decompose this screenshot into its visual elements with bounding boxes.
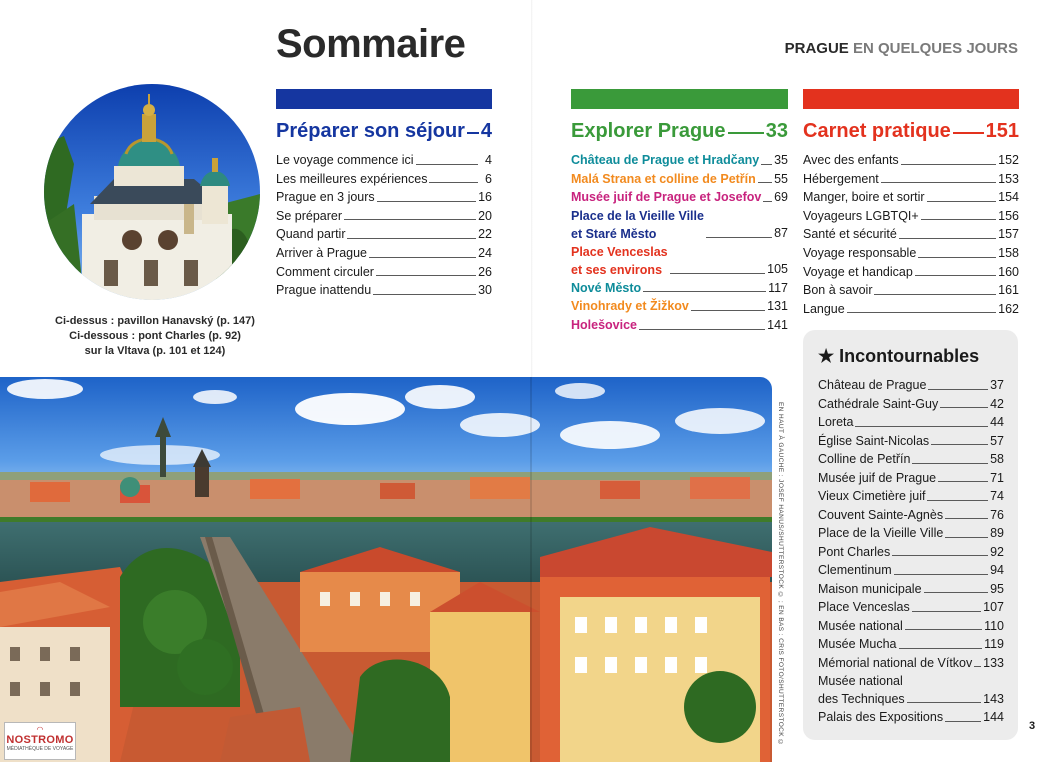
toc-entry[interactable]	[276, 170, 492, 189]
toc-page: 37	[990, 378, 1004, 392]
pavilion-photo	[44, 84, 260, 300]
toc-entry[interactable]	[803, 151, 1019, 170]
section-explorer	[571, 120, 788, 335]
toc-label: Bon à savoir	[803, 283, 873, 298]
toc-page: 153	[998, 171, 1019, 186]
toc-page: 95	[990, 581, 1004, 596]
toc-entry[interactable]	[276, 244, 492, 263]
toc-page: 30	[478, 283, 492, 298]
toc-entry[interactable]	[803, 281, 1019, 300]
leader-dots	[706, 237, 772, 238]
toc-label: Se préparer	[276, 208, 343, 223]
toc-page: 157	[998, 227, 1019, 242]
toc-entry[interactable]	[571, 279, 788, 298]
toc-label: Cathédrale Saint-Guy	[818, 396, 939, 411]
logo-word: NOSTROMO	[6, 734, 74, 746]
toc-label: Prague en 3 jours	[276, 190, 375, 205]
leader-dots	[938, 481, 988, 482]
toc-label: Voyage responsable	[803, 245, 917, 260]
toc-page: 26	[478, 264, 492, 279]
leader-dots	[945, 721, 981, 722]
toc-page: 92	[990, 544, 1004, 559]
toc-entry[interactable]	[818, 672, 1004, 708]
toc-label-line-2: et ses environs	[571, 262, 663, 277]
leader-dots	[912, 611, 981, 612]
caption-line-3: sur la Vltava (p. 101 et 124)	[84, 345, 226, 357]
toc-entry[interactable]	[571, 243, 788, 279]
toc-label: Avec des enfants	[803, 153, 899, 167]
toc-entry[interactable]	[803, 225, 1019, 244]
toc-label	[571, 207, 704, 243]
toc-page: 144	[983, 710, 1004, 724]
toc-entry[interactable]	[818, 708, 1004, 727]
incontournables-title: Incontournables	[839, 346, 980, 366]
toc-page: 89	[990, 526, 1004, 540]
toc-entry[interactable]	[276, 281, 492, 300]
toc-label: Santé et sécurité	[803, 227, 897, 242]
toc-page: 74	[990, 489, 1004, 503]
toc-label: Clementinum	[818, 563, 892, 577]
toc-label: Vinohrady et Žižkov	[571, 299, 689, 314]
toc-page: 44	[990, 415, 1004, 429]
toc-entry[interactable]	[571, 297, 788, 316]
toc-page: 57	[990, 433, 1004, 448]
toc-label	[818, 672, 905, 708]
leader-dots	[429, 182, 478, 183]
toc-entry[interactable]	[818, 469, 1004, 488]
toc-page: 160	[998, 264, 1019, 279]
toc-entry[interactable]	[571, 151, 788, 170]
star-icon: ★	[818, 346, 835, 366]
toc-entry[interactable]	[818, 543, 1004, 562]
incontournables-box	[803, 330, 1018, 740]
toc-page: 107	[983, 600, 1004, 614]
section-page: 151	[985, 120, 1019, 142]
photo-credit: EN HAUT À GAUCHE : JOSEF HANUS/SHUTTERSTOCK © ; EN BAS : CRIS FOTO/SHUTTERSTOCK ©	[777, 402, 784, 747]
toc-label: Quand partir	[276, 227, 346, 242]
section-heading[interactable]	[803, 120, 1019, 143]
toc-entry[interactable]	[818, 395, 1004, 414]
leader-dots	[905, 629, 982, 630]
toc-entry[interactable]	[818, 598, 1004, 617]
leader-dots	[347, 238, 476, 239]
leader-dots	[945, 518, 988, 519]
running-head	[785, 40, 1018, 57]
section-page: 33	[765, 120, 788, 142]
toc-entry[interactable]	[276, 263, 492, 282]
toc-label: Prague inattendu	[276, 283, 372, 298]
toc-page: 4	[485, 153, 492, 167]
toc-page: 161	[998, 283, 1019, 298]
leader-dots	[924, 592, 989, 593]
leader-dots	[416, 164, 478, 165]
toc-label-line-1: Place de la Vieille Ville	[571, 208, 704, 223]
toc-page: 87	[774, 226, 788, 241]
toc-entry[interactable]	[818, 561, 1004, 580]
toc-label: Place Venceslas	[818, 600, 910, 614]
leader-dots	[894, 574, 988, 575]
toc-page: 76	[990, 507, 1004, 522]
toc-label: Palais des Expositions	[818, 710, 944, 724]
toc-label: Musée national	[818, 618, 903, 633]
compass-icon: ◠	[36, 725, 44, 734]
toc-label: Malá Strana et colline de Petřín	[571, 171, 756, 186]
toc-label: Musée juif de Prague	[818, 470, 937, 485]
leader-dots	[931, 444, 988, 445]
toc-entry[interactable]	[818, 376, 1004, 395]
toc-entry[interactable]	[571, 188, 788, 207]
leader-dots	[918, 257, 996, 258]
toc-page: 71	[990, 470, 1004, 485]
toc-page: 141	[767, 317, 788, 332]
toc-entry[interactable]	[571, 170, 788, 189]
leader-dots	[927, 201, 997, 202]
toc-page: 105	[767, 262, 788, 277]
leader-dots	[643, 291, 766, 292]
caption-line-2: Ci-dessous : pont Charles (p. 92)	[69, 330, 241, 342]
leader-dots	[899, 238, 996, 239]
leader-dots	[881, 182, 996, 183]
leader-dots	[763, 201, 772, 202]
section-heading[interactable]	[276, 120, 492, 143]
leader-dots	[901, 164, 996, 165]
leader-dots	[874, 294, 996, 295]
prague-panorama-illustration	[0, 377, 772, 762]
toc-label	[571, 243, 668, 279]
section-bar-red	[803, 89, 1019, 109]
section-bar-green	[571, 89, 788, 109]
leader-dots	[912, 463, 988, 464]
toc-label: Les meilleures expériences	[276, 171, 428, 186]
toc-label: Voyage et handicap	[803, 264, 913, 279]
toc-entry[interactable]	[803, 188, 1019, 207]
logo-tagline: MÉDIATHÈQUE DE VOYAGE	[6, 746, 74, 752]
toc-label: Arriver à Prague	[276, 245, 368, 260]
toc-label: Pont Charles	[818, 544, 891, 559]
section-title: Explorer Prague	[571, 120, 726, 142]
leader-dots	[921, 219, 996, 220]
toc-entry[interactable]	[803, 244, 1019, 263]
running-head-light: EN QUELQUES JOURS	[852, 40, 1018, 57]
toc-label-line-2: des Techniques	[818, 692, 905, 706]
leader-dots	[927, 500, 988, 501]
leader-dots	[691, 310, 765, 311]
page-number: 3	[1029, 720, 1036, 732]
page-title: Sommaire	[276, 22, 466, 66]
toc-label: Maison municipale	[818, 581, 922, 596]
toc-page: 154	[998, 190, 1019, 205]
leader-dots	[758, 182, 772, 183]
leader-dots	[855, 426, 988, 427]
toc-label: Musée Mucha	[818, 637, 897, 651]
toc-entry[interactable]	[276, 151, 492, 170]
leader-line	[728, 132, 764, 134]
toc-label: Loreta	[818, 415, 854, 429]
section-preparer	[276, 120, 492, 300]
toc-entry[interactable]	[818, 654, 1004, 673]
toc-entry[interactable]	[818, 450, 1004, 469]
toc-entry[interactable]	[818, 487, 1004, 506]
running-head-strong: PRAGUE	[784, 40, 849, 57]
leader-dots	[892, 555, 988, 556]
toc-page: 22	[478, 227, 492, 242]
toc-label: Nové Město	[571, 280, 642, 295]
leader-dots	[639, 329, 765, 330]
toc-label: Couvent Sainte-Agnès	[818, 507, 944, 522]
toc-label: Voyageurs LGBTQI+	[803, 208, 919, 223]
section-bar-blue	[276, 89, 492, 109]
toc-entry[interactable]	[276, 188, 492, 207]
leader-dots	[945, 537, 988, 538]
toc-page: 42	[990, 396, 1004, 411]
toc-page: 69	[774, 190, 788, 205]
toc-page: 119	[984, 637, 1004, 651]
toc-label: Place de la Vieille Ville	[818, 526, 944, 540]
toc-label: Le voyage commence ici	[276, 153, 414, 167]
section-title: Carnet pratique	[803, 120, 951, 142]
toc-entry[interactable]	[818, 432, 1004, 451]
toc-page: 94	[990, 563, 1004, 577]
toc-label-line-1: Musée national	[818, 674, 903, 688]
toc-page: 152	[998, 153, 1019, 167]
leader-dots	[369, 257, 476, 258]
toc-entry[interactable]	[818, 635, 1004, 654]
leader-dots	[344, 219, 476, 220]
leader-dots	[670, 273, 766, 274]
toc-label: Château de Prague et Hradčany	[571, 153, 760, 167]
toc-page: 143	[983, 691, 1004, 706]
section-carnet	[803, 120, 1019, 318]
toc-label: Colline de Petřín	[818, 452, 911, 466]
leader-dots	[377, 201, 476, 202]
charles-bridge-photo	[0, 377, 772, 762]
toc-label-line-1: Place Venceslas	[571, 244, 668, 259]
toc-page: 117	[768, 280, 788, 295]
leader-dots	[907, 702, 982, 703]
toc-entry[interactable]	[818, 413, 1004, 432]
section-title: Préparer son séjour	[276, 120, 465, 142]
toc-label: Holešovice	[571, 317, 638, 332]
toc-label: Hébergement	[803, 171, 879, 186]
toc-page: 162	[998, 301, 1019, 316]
toc-entry[interactable]	[818, 617, 1004, 636]
leader-dots	[940, 407, 988, 408]
toc-entry[interactable]	[571, 207, 788, 243]
toc-page: 24	[478, 245, 492, 260]
leader-dots	[915, 275, 996, 276]
toc-entry[interactable]	[803, 300, 1019, 319]
toc-entry[interactable]	[803, 263, 1019, 282]
photo-caption	[40, 314, 270, 359]
incontournables-heading	[818, 346, 1004, 367]
leader-dots	[373, 294, 476, 295]
section-page: 4	[480, 120, 492, 142]
leader-dots	[376, 275, 476, 276]
toc-label: Manger, boire et sortir	[803, 190, 925, 205]
toc-label: Musée juif de Prague et Josefov	[571, 190, 762, 205]
toc-page: 55	[774, 171, 788, 186]
toc-label: Château de Prague	[818, 378, 927, 392]
leader-dots	[928, 389, 988, 390]
toc-entry[interactable]	[803, 170, 1019, 189]
caption-line-1: Ci-dessus : pavillon Hanavský (p. 147)	[55, 315, 255, 327]
toc-page: 156	[998, 208, 1019, 223]
toc-label: Vieux Cimetière juif	[818, 489, 926, 503]
toc-label-line-2: et Staré Město	[571, 226, 657, 241]
leader-dots	[761, 164, 772, 165]
toc-page: 6	[485, 171, 492, 186]
toc-entry[interactable]	[818, 506, 1004, 525]
toc-page: 35	[774, 153, 788, 167]
pavilion-illustration	[44, 84, 260, 300]
section-heading[interactable]	[571, 120, 788, 143]
leader-dots	[899, 648, 983, 649]
toc-page: 158	[998, 245, 1019, 260]
toc-entry[interactable]	[818, 524, 1004, 543]
nostromo-logo	[4, 722, 76, 760]
toc-page: 20	[478, 208, 492, 223]
toc-entry[interactable]	[803, 207, 1019, 226]
toc-entry[interactable]	[276, 207, 492, 226]
toc-page: 110	[984, 618, 1004, 633]
toc-label: Comment circuler	[276, 264, 374, 279]
toc-label: Église Saint-Nicolas	[818, 433, 930, 448]
leader-dots	[847, 312, 996, 313]
toc-page: 58	[990, 452, 1004, 466]
leader-line	[467, 132, 479, 134]
toc-entry[interactable]	[276, 225, 492, 244]
toc-page: 16	[478, 190, 492, 205]
toc-label: Langue	[803, 301, 845, 316]
leader-line	[953, 132, 984, 134]
leader-dots	[974, 666, 981, 667]
toc-entry[interactable]	[818, 580, 1004, 599]
toc-page: 131	[767, 299, 788, 314]
toc-label: Mémorial national de Vítkov	[818, 655, 973, 670]
toc-page: 133	[983, 655, 1004, 670]
toc-entry[interactable]	[571, 316, 788, 335]
